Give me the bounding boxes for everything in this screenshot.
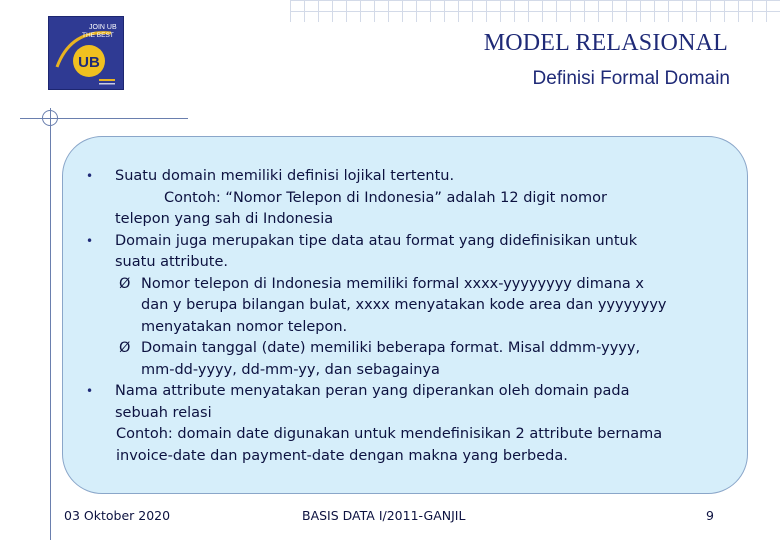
ub-logo — [48, 16, 124, 90]
bullet-marker: • — [86, 233, 94, 248]
sub-item-text: Domain tanggal (date) memiliki beberapa format. Misal ddmm-yyyy, — [141, 340, 641, 356]
footer-date: 03 Oktober 2020 — [64, 508, 171, 523]
sub-list-item — [82, 274, 732, 296]
footer-course: BASIS DATA I/2011-GANJIL — [302, 508, 466, 523]
logo-line2: THE BEST — [82, 32, 114, 39]
sub-item-text-continued: mm-dd-yyyy, dd-mm-yy, dan sebagainya — [141, 361, 440, 378]
example-text-continued: telepon yang sah di Indonesia — [115, 211, 334, 227]
bullet-text: Domain juga merupakan tipe data atau format yang didefinisikan untuk — [115, 232, 638, 249]
list-item — [82, 381, 732, 467]
arrow-icon: Ø — [119, 275, 131, 292]
decorative-vertical-line — [50, 108, 51, 540]
list-item — [82, 231, 732, 382]
decorative-circle — [42, 110, 58, 126]
sub-item-text: Nomor telepon di Indonesia memiliki formal xxxx-yyyyyyyy dimana x — [141, 275, 644, 292]
logo-line1: JOIN UB — [89, 24, 117, 31]
bullet-text-continued: sebuah relasi — [115, 404, 212, 421]
list-item — [82, 166, 732, 231]
decorative-grid — [290, 0, 780, 22]
content-list — [82, 166, 732, 467]
bullet-text: Suatu domain memiliki definisi lojikal tertentu. — [115, 168, 455, 184]
example-text-continued: invoice-date dan payment-date dengan makna yang berbeda. — [116, 447, 568, 464]
sub-item-text-continued: menyatakan nomor telepon. — [141, 318, 348, 335]
sub-list-item — [82, 338, 732, 360]
bullet-marker: • — [86, 169, 94, 183]
page-title: MODEL RELASIONAL — [483, 30, 728, 56]
page-number: 9 — [706, 508, 714, 523]
sub-item-text-continued: dan y berupa bilangan bulat, xxxx menyatakan kode area dan yyyyyyyy — [141, 297, 667, 313]
example-text: Contoh: “Nomor Telepon di Indonesia” adalah 12 digit nomor — [164, 189, 607, 206]
logo-monogram: UB — [78, 54, 100, 71]
bullet-text: Nama attribute menyatakan peran yang diperankan oleh domain pada — [115, 383, 630, 399]
bullet-marker: • — [86, 384, 94, 398]
example-text: Contoh: domain date digunakan untuk mendefinisikan 2 attribute bernama — [116, 426, 663, 442]
bullet-text-continued: suatu attribute. — [115, 254, 228, 270]
page-subtitle: Definisi Formal Domain — [532, 68, 730, 89]
ub-logo-icon — [49, 17, 123, 89]
arrow-icon: Ø — [119, 340, 131, 356]
